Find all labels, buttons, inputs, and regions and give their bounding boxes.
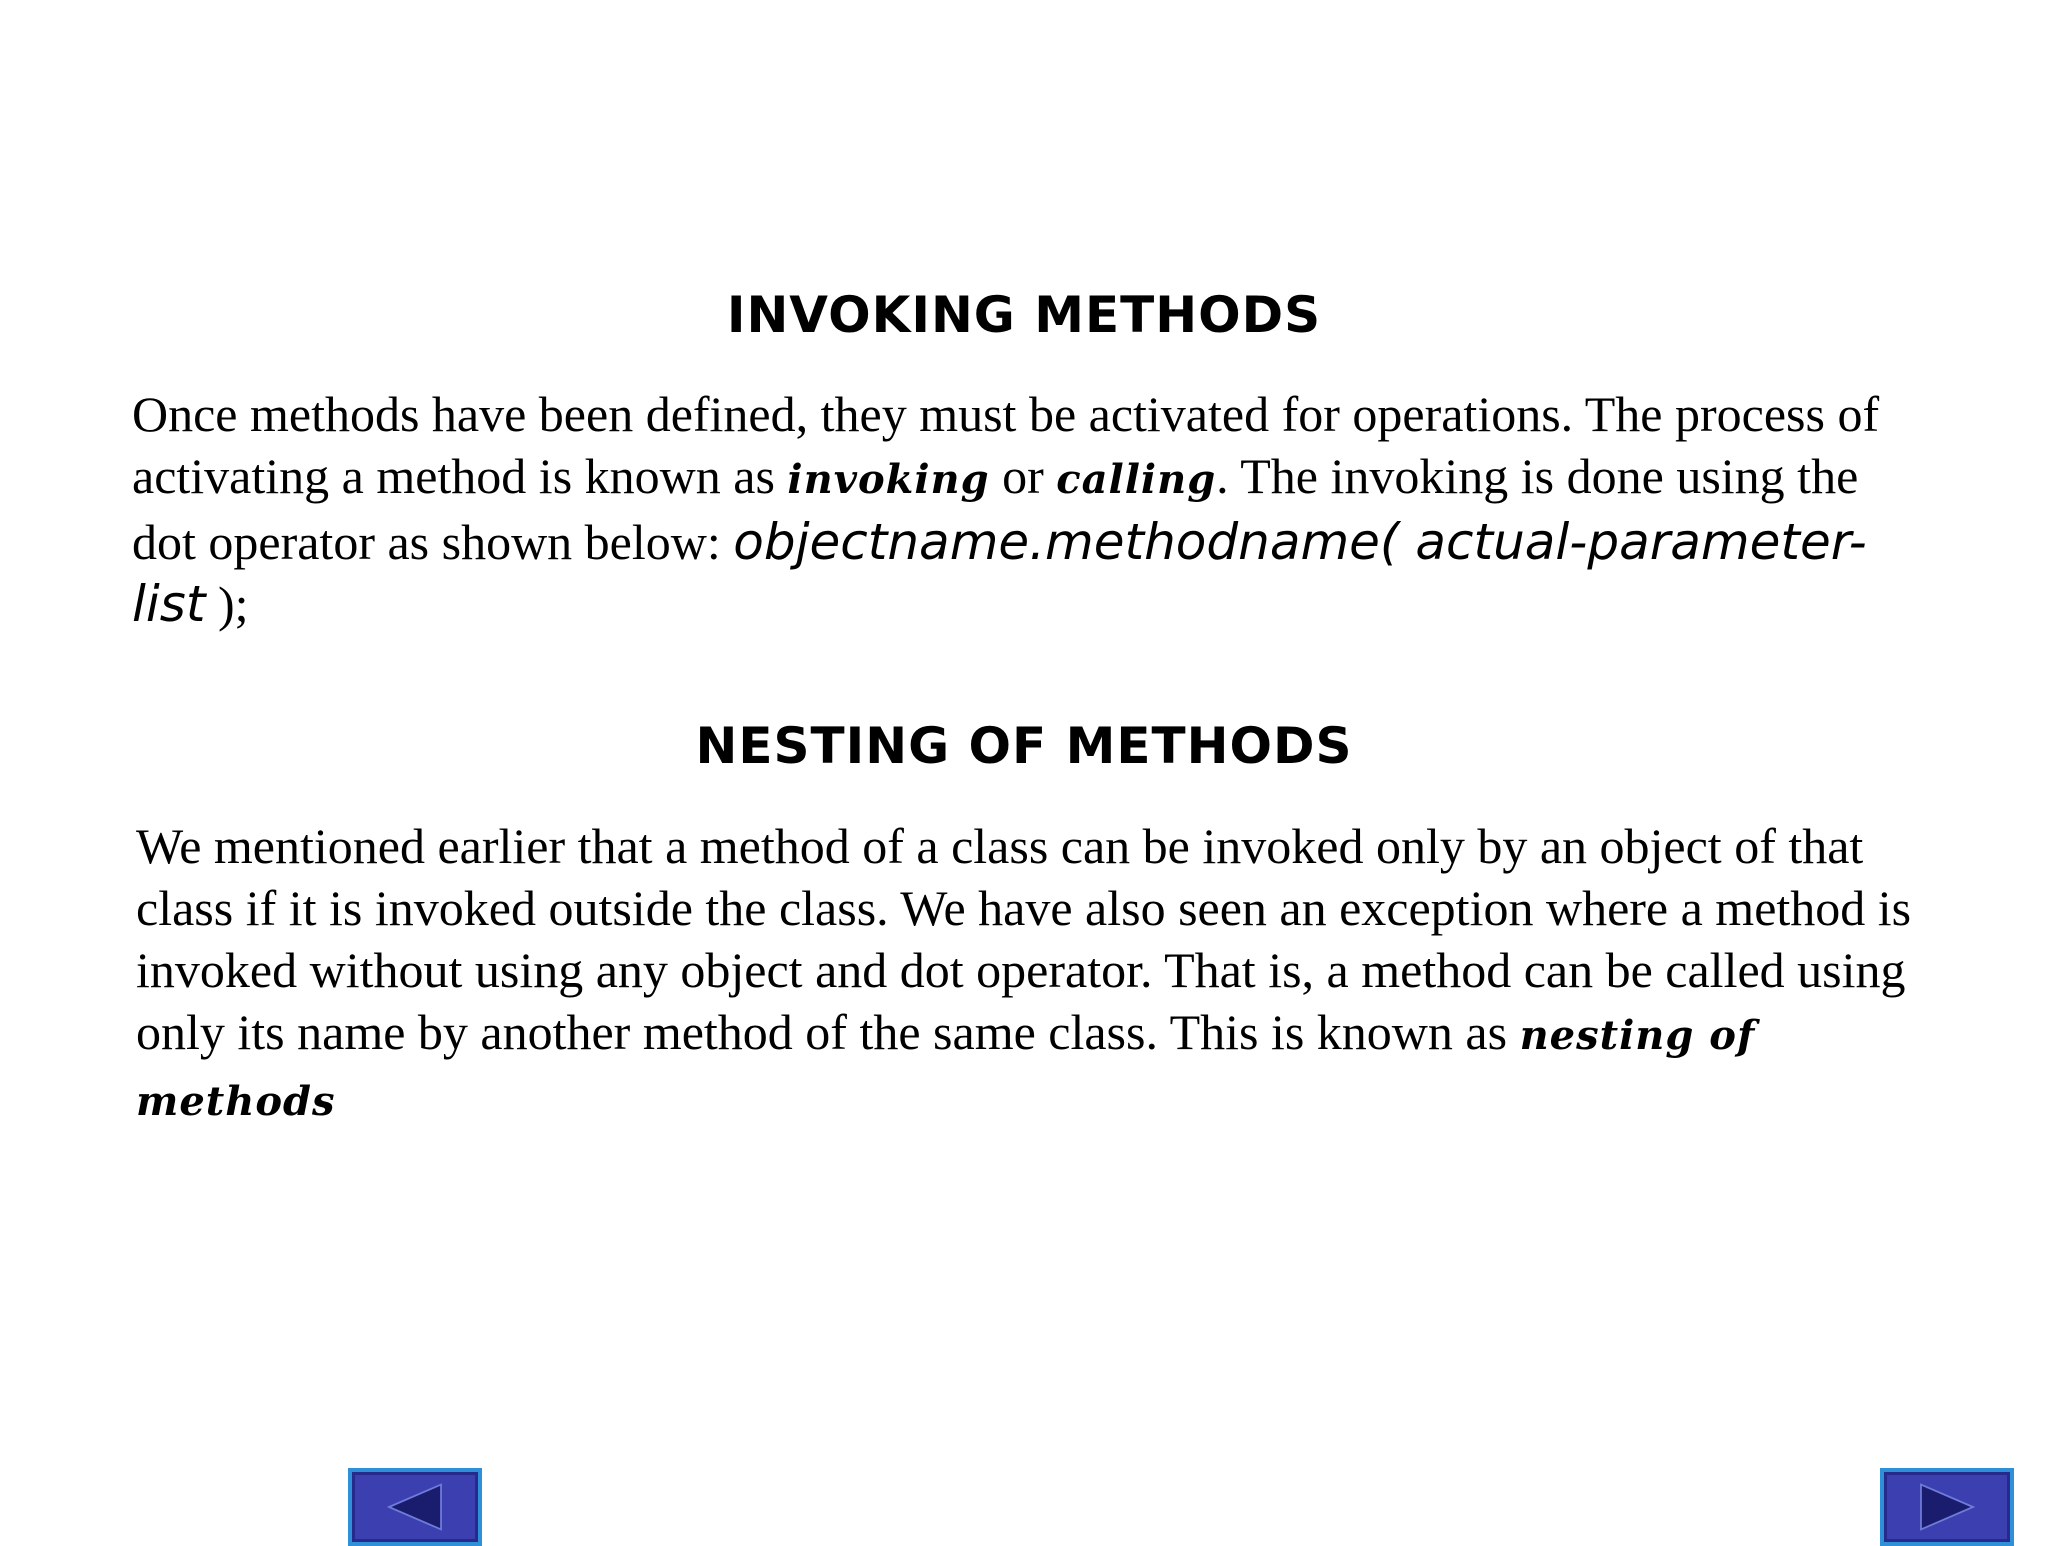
triangle-left-icon — [352, 1472, 478, 1542]
paragraph-text: ); — [205, 576, 249, 632]
previous-slide-button[interactable] — [348, 1468, 482, 1546]
term-nesting-of-methods: nesting of methods — [136, 1012, 1756, 1125]
next-slide-button[interactable] — [1880, 1468, 2014, 1546]
term-invoking: invoking — [787, 456, 990, 503]
term-calling: calling — [1056, 456, 1217, 503]
invoking-methods-paragraph — [132, 383, 1932, 635]
nesting-of-methods-heading: NESTING OF METHODS — [695, 717, 1353, 775]
method-call-syntax: objectname.methodname( actual-parameter-list — [132, 513, 1867, 633]
triangle-right-icon — [1884, 1472, 2010, 1542]
invoking-methods-heading: INVOKING METHODS — [726, 286, 1322, 344]
paragraph-text: We mentioned earlier that a method of a class can be invoked only by an object of that class if it is invoked outside the class. We have also seen an exception where a method is invoked without using any object and dot operator. That is, a method can be called using only its name by another method of the same class. This is known as — [136, 818, 1912, 1060]
paragraph-text: or — [989, 448, 1057, 504]
nesting-of-methods-paragraph — [136, 815, 1956, 1133]
paragraph-text: . The invoking is done using the dot operator as shown below: — [132, 448, 1859, 570]
paragraph-text: Once methods have been defined, they must be activated for operations. The process of activating a method is known as — [132, 386, 1880, 504]
